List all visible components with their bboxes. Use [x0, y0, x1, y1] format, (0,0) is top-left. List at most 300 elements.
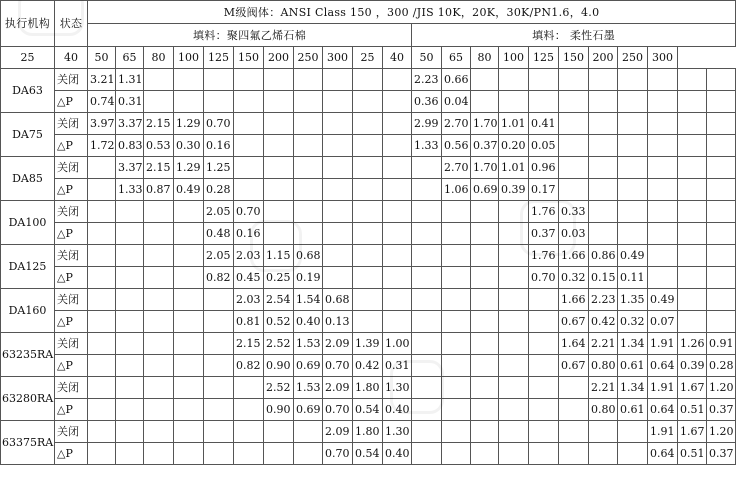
- value-cell: [648, 245, 678, 267]
- value-cell: 1.64: [559, 333, 589, 355]
- value-cell: [116, 399, 144, 421]
- state-close-label: 关闭: [55, 377, 88, 399]
- value-cell: [499, 267, 529, 289]
- value-cell: [174, 311, 204, 333]
- value-cell: [678, 69, 707, 91]
- value-cell: [144, 399, 174, 421]
- value-cell: [412, 311, 442, 333]
- table-row: [1, 157, 736, 179]
- state-dp-label: △P: [55, 355, 88, 377]
- value-cell: [442, 333, 471, 355]
- value-cell: [471, 355, 499, 377]
- value-cell: 1.66: [559, 289, 589, 311]
- value-cell: [88, 223, 116, 245]
- value-cell: 1.76: [529, 201, 559, 223]
- value-cell: 0.54: [353, 399, 383, 421]
- value-cell: 0.40: [383, 399, 412, 421]
- value-cell: 0.64: [648, 355, 678, 377]
- value-cell: [529, 399, 559, 421]
- value-cell: [88, 201, 116, 223]
- value-cell: 2.15: [144, 157, 174, 179]
- value-cell: [116, 267, 144, 289]
- value-cell: 0.13: [323, 311, 353, 333]
- value-cell: 0.19: [294, 267, 323, 289]
- value-cell: [412, 421, 442, 443]
- value-cell: [88, 267, 116, 289]
- value-cell: 0.70: [234, 201, 264, 223]
- value-cell: 0.53: [144, 135, 174, 157]
- value-cell: [499, 333, 529, 355]
- value-cell: [88, 179, 116, 201]
- value-cell: [323, 179, 353, 201]
- value-cell: [589, 113, 618, 135]
- value-cell: [234, 113, 264, 135]
- actuator-cell: DA100: [1, 201, 55, 245]
- value-cell: [204, 289, 234, 311]
- value-cell: [383, 311, 412, 333]
- value-cell: 1.34: [618, 377, 648, 399]
- state-close-label: 关闭: [55, 157, 88, 179]
- value-cell: [442, 399, 471, 421]
- value-cell: [174, 289, 204, 311]
- value-cell: [264, 179, 294, 201]
- state-close-label: 关闭: [55, 245, 88, 267]
- value-cell: [648, 179, 678, 201]
- size-header-cell: 300: [648, 47, 678, 69]
- value-cell: 0.05: [529, 135, 559, 157]
- value-cell: [294, 113, 323, 135]
- table-row: [1, 377, 736, 399]
- value-cell: 0.49: [648, 289, 678, 311]
- table-row: [1, 421, 736, 443]
- value-cell: [174, 377, 204, 399]
- value-cell: [204, 377, 234, 399]
- value-cell: [412, 399, 442, 421]
- value-cell: 1.00: [383, 333, 412, 355]
- value-cell: 0.91: [707, 333, 736, 355]
- value-cell: [88, 333, 116, 355]
- value-cell: [678, 289, 707, 311]
- value-cell: [353, 289, 383, 311]
- value-cell: [234, 377, 264, 399]
- value-cell: 0.30: [174, 135, 204, 157]
- value-cell: 2.21: [589, 333, 618, 355]
- value-cell: [353, 223, 383, 245]
- value-cell: 3.37: [116, 157, 144, 179]
- value-cell: [116, 443, 144, 465]
- value-cell: [529, 91, 559, 113]
- value-cell: [383, 201, 412, 223]
- value-cell: [707, 91, 736, 113]
- value-cell: [294, 179, 323, 201]
- value-cell: [144, 245, 174, 267]
- value-cell: [471, 333, 499, 355]
- value-cell: [383, 69, 412, 91]
- value-cell: [589, 201, 618, 223]
- table-row: [1, 201, 736, 223]
- value-cell: 1.91: [648, 333, 678, 355]
- table-row: [1, 267, 736, 289]
- value-cell: [648, 91, 678, 113]
- actuator-header: 执行机构: [1, 1, 55, 47]
- value-cell: [353, 267, 383, 289]
- value-cell: [264, 201, 294, 223]
- value-cell: [412, 223, 442, 245]
- value-cell: 1.33: [412, 135, 442, 157]
- value-cell: 1.67: [678, 421, 707, 443]
- value-cell: [707, 201, 736, 223]
- size-header-row: [1, 47, 736, 69]
- value-cell: [471, 91, 499, 113]
- value-cell: [471, 311, 499, 333]
- value-cell: [204, 399, 234, 421]
- value-cell: [648, 223, 678, 245]
- value-cell: [116, 333, 144, 355]
- value-cell: [204, 355, 234, 377]
- size-header-cell: 65: [442, 47, 471, 69]
- value-cell: [442, 421, 471, 443]
- actuator-cell: DA85: [1, 157, 55, 201]
- value-cell: [264, 157, 294, 179]
- value-cell: [442, 267, 471, 289]
- value-cell: [412, 333, 442, 355]
- value-cell: 2.52: [264, 333, 294, 355]
- value-cell: 3.37: [116, 113, 144, 135]
- value-cell: [88, 421, 116, 443]
- value-cell: 0.32: [618, 311, 648, 333]
- state-close-label: 关闭: [55, 333, 88, 355]
- state-close-label: 关闭: [55, 289, 88, 311]
- value-cell: 0.90: [264, 355, 294, 377]
- packing-graphite-header: 填料： 柔性石墨: [412, 24, 736, 47]
- value-cell: [144, 69, 174, 91]
- value-cell: 0.17: [529, 179, 559, 201]
- value-cell: 0.28: [707, 355, 736, 377]
- value-cell: 1.29: [174, 113, 204, 135]
- value-cell: [294, 443, 323, 465]
- value-cell: [678, 201, 707, 223]
- value-cell: 1.20: [707, 421, 736, 443]
- value-cell: 0.40: [383, 443, 412, 465]
- value-cell: [174, 69, 204, 91]
- value-cell: 0.82: [234, 355, 264, 377]
- value-cell: [323, 91, 353, 113]
- value-cell: 0.70: [323, 443, 353, 465]
- value-cell: [529, 289, 559, 311]
- value-cell: 1.31: [116, 69, 144, 91]
- value-cell: [144, 311, 174, 333]
- value-cell: [174, 443, 204, 465]
- value-cell: [353, 311, 383, 333]
- value-cell: [412, 377, 442, 399]
- value-cell: 0.32: [559, 267, 589, 289]
- value-cell: 0.56: [442, 135, 471, 157]
- value-cell: [144, 223, 174, 245]
- value-cell: [144, 333, 174, 355]
- value-cell: 0.67: [559, 355, 589, 377]
- value-cell: 0.80: [589, 399, 618, 421]
- value-cell: [383, 113, 412, 135]
- value-cell: 2.15: [144, 113, 174, 135]
- value-cell: [589, 69, 618, 91]
- value-cell: [234, 69, 264, 91]
- value-cell: [499, 69, 529, 91]
- value-cell: 1.30: [383, 421, 412, 443]
- value-cell: [442, 201, 471, 223]
- value-cell: [323, 135, 353, 157]
- value-cell: [412, 201, 442, 223]
- value-cell: [88, 311, 116, 333]
- value-cell: [88, 355, 116, 377]
- value-cell: [559, 421, 589, 443]
- value-cell: [618, 69, 648, 91]
- size-header-cell: 50: [412, 47, 442, 69]
- actuator-cell: DA75: [1, 113, 55, 157]
- value-cell: [471, 421, 499, 443]
- value-cell: 0.80: [589, 355, 618, 377]
- table-row: [1, 311, 736, 333]
- value-cell: [234, 443, 264, 465]
- value-cell: [116, 201, 144, 223]
- value-cell: 1.53: [294, 377, 323, 399]
- value-cell: 2.03: [234, 289, 264, 311]
- value-cell: [264, 113, 294, 135]
- size-header-cell: 25: [1, 47, 55, 69]
- value-cell: 1.54: [294, 289, 323, 311]
- value-cell: [471, 443, 499, 465]
- value-cell: [442, 223, 471, 245]
- value-cell: 2.23: [412, 69, 442, 91]
- value-cell: 1.80: [353, 421, 383, 443]
- state-dp-label: △P: [55, 179, 88, 201]
- value-cell: 0.70: [323, 399, 353, 421]
- value-cell: [144, 91, 174, 113]
- value-cell: [144, 443, 174, 465]
- value-cell: 0.68: [323, 289, 353, 311]
- value-cell: 1.80: [353, 377, 383, 399]
- value-cell: 0.52: [264, 311, 294, 333]
- value-cell: [618, 421, 648, 443]
- value-cell: 1.01: [499, 157, 529, 179]
- value-cell: [323, 245, 353, 267]
- state-close-label: 关闭: [55, 421, 88, 443]
- table-row: [1, 91, 736, 113]
- value-cell: [678, 113, 707, 135]
- value-cell: 0.51: [678, 399, 707, 421]
- value-cell: 1.26: [678, 333, 707, 355]
- size-header-cell: 50: [88, 47, 116, 69]
- value-cell: [559, 157, 589, 179]
- value-cell: [264, 443, 294, 465]
- value-cell: [116, 223, 144, 245]
- value-cell: 2.99: [412, 113, 442, 135]
- value-cell: [707, 311, 736, 333]
- value-cell: [412, 245, 442, 267]
- value-cell: 0.37: [471, 135, 499, 157]
- value-cell: 0.39: [499, 179, 529, 201]
- value-cell: 0.37: [529, 223, 559, 245]
- value-cell: 1.20: [707, 377, 736, 399]
- value-cell: [204, 91, 234, 113]
- value-cell: [174, 333, 204, 355]
- value-cell: [442, 443, 471, 465]
- table-row: [1, 69, 736, 91]
- value-cell: [294, 135, 323, 157]
- value-cell: 1.01: [499, 113, 529, 135]
- size-header-cell: 40: [383, 47, 412, 69]
- value-cell: [648, 201, 678, 223]
- value-cell: [323, 69, 353, 91]
- state-close-label: 关闭: [55, 113, 88, 135]
- value-cell: [678, 135, 707, 157]
- value-cell: [589, 443, 618, 465]
- value-cell: [499, 91, 529, 113]
- value-cell: [529, 333, 559, 355]
- value-cell: 0.64: [648, 443, 678, 465]
- value-cell: [323, 267, 353, 289]
- value-cell: 0.54: [353, 443, 383, 465]
- value-cell: [589, 91, 618, 113]
- value-cell: [648, 135, 678, 157]
- table-title: M级阀体：ANSI Class 150 ，300 /JIS 10K，20K，30K/PN1.6，4.0: [88, 1, 736, 24]
- value-cell: 0.66: [442, 69, 471, 91]
- value-cell: [442, 311, 471, 333]
- value-cell: 0.61: [618, 399, 648, 421]
- value-cell: [499, 399, 529, 421]
- value-cell: [707, 157, 736, 179]
- value-cell: [88, 157, 116, 179]
- value-cell: [234, 157, 264, 179]
- value-cell: [294, 91, 323, 113]
- packing-ptfe-header: 填料：聚四氟乙烯石棉: [88, 24, 412, 47]
- value-cell: [648, 113, 678, 135]
- table-row: [1, 355, 736, 377]
- value-cell: [559, 91, 589, 113]
- value-cell: [204, 443, 234, 465]
- value-cell: [589, 157, 618, 179]
- value-cell: [383, 135, 412, 157]
- value-cell: [442, 289, 471, 311]
- value-cell: 0.68: [294, 245, 323, 267]
- value-cell: 0.81: [234, 311, 264, 333]
- size-header-cell: 200: [589, 47, 618, 69]
- value-cell: 0.15: [589, 267, 618, 289]
- value-cell: 0.42: [589, 311, 618, 333]
- value-cell: 0.39: [678, 355, 707, 377]
- value-cell: [174, 267, 204, 289]
- value-cell: 0.69: [294, 399, 323, 421]
- value-cell: [383, 223, 412, 245]
- state-close-label: 关闭: [55, 69, 88, 91]
- value-cell: [88, 443, 116, 465]
- value-cell: [383, 245, 412, 267]
- value-cell: 0.70: [323, 355, 353, 377]
- value-cell: 1.25: [204, 157, 234, 179]
- value-cell: [294, 157, 323, 179]
- value-cell: [294, 201, 323, 223]
- value-cell: 0.51: [678, 443, 707, 465]
- value-cell: 0.70: [529, 267, 559, 289]
- value-cell: [499, 223, 529, 245]
- value-cell: [618, 223, 648, 245]
- value-cell: 1.29: [174, 157, 204, 179]
- value-cell: [383, 179, 412, 201]
- actuator-cell: DA125: [1, 245, 55, 289]
- value-cell: [499, 355, 529, 377]
- value-cell: [144, 201, 174, 223]
- value-cell: [707, 223, 736, 245]
- value-cell: 0.86: [589, 245, 618, 267]
- value-cell: 0.03: [559, 223, 589, 245]
- value-cell: 0.20: [499, 135, 529, 157]
- value-cell: 0.74: [88, 91, 116, 113]
- value-cell: 3.97: [88, 113, 116, 135]
- value-cell: 0.49: [618, 245, 648, 267]
- value-cell: [618, 443, 648, 465]
- value-cell: [174, 201, 204, 223]
- value-cell: [234, 399, 264, 421]
- value-cell: 1.34: [618, 333, 648, 355]
- value-cell: [707, 179, 736, 201]
- value-cell: 1.15: [264, 245, 294, 267]
- size-header-cell: 65: [116, 47, 144, 69]
- value-cell: 0.36: [412, 91, 442, 113]
- value-cell: 0.90: [264, 399, 294, 421]
- value-cell: [353, 91, 383, 113]
- value-cell: 2.70: [442, 113, 471, 135]
- value-cell: [471, 267, 499, 289]
- value-cell: [618, 135, 648, 157]
- value-cell: [294, 69, 323, 91]
- value-cell: [707, 69, 736, 91]
- value-cell: 1.91: [648, 421, 678, 443]
- actuator-cell: DA63: [1, 69, 55, 113]
- value-cell: 1.70: [471, 113, 499, 135]
- value-cell: [648, 267, 678, 289]
- value-cell: [264, 223, 294, 245]
- table-row: [1, 289, 736, 311]
- value-cell: [707, 135, 736, 157]
- value-cell: [589, 421, 618, 443]
- value-cell: [264, 69, 294, 91]
- value-cell: [559, 399, 589, 421]
- value-cell: [116, 311, 144, 333]
- value-cell: [353, 113, 383, 135]
- value-cell: 2.70: [442, 157, 471, 179]
- value-cell: 0.31: [383, 355, 412, 377]
- value-cell: [618, 157, 648, 179]
- value-cell: [412, 443, 442, 465]
- state-dp-label: △P: [55, 135, 88, 157]
- value-cell: [323, 157, 353, 179]
- size-header-cell: 80: [144, 47, 174, 69]
- value-cell: [529, 355, 559, 377]
- size-header-cell: 80: [471, 47, 499, 69]
- value-cell: [618, 179, 648, 201]
- value-cell: [144, 289, 174, 311]
- value-cell: 2.52: [264, 377, 294, 399]
- value-cell: [323, 223, 353, 245]
- value-cell: [589, 179, 618, 201]
- value-cell: 3.21: [88, 69, 116, 91]
- value-cell: 2.05: [204, 245, 234, 267]
- value-cell: 0.69: [294, 355, 323, 377]
- value-cell: [529, 311, 559, 333]
- value-cell: [707, 245, 736, 267]
- value-cell: 1.70: [471, 157, 499, 179]
- value-cell: [589, 223, 618, 245]
- value-cell: [499, 201, 529, 223]
